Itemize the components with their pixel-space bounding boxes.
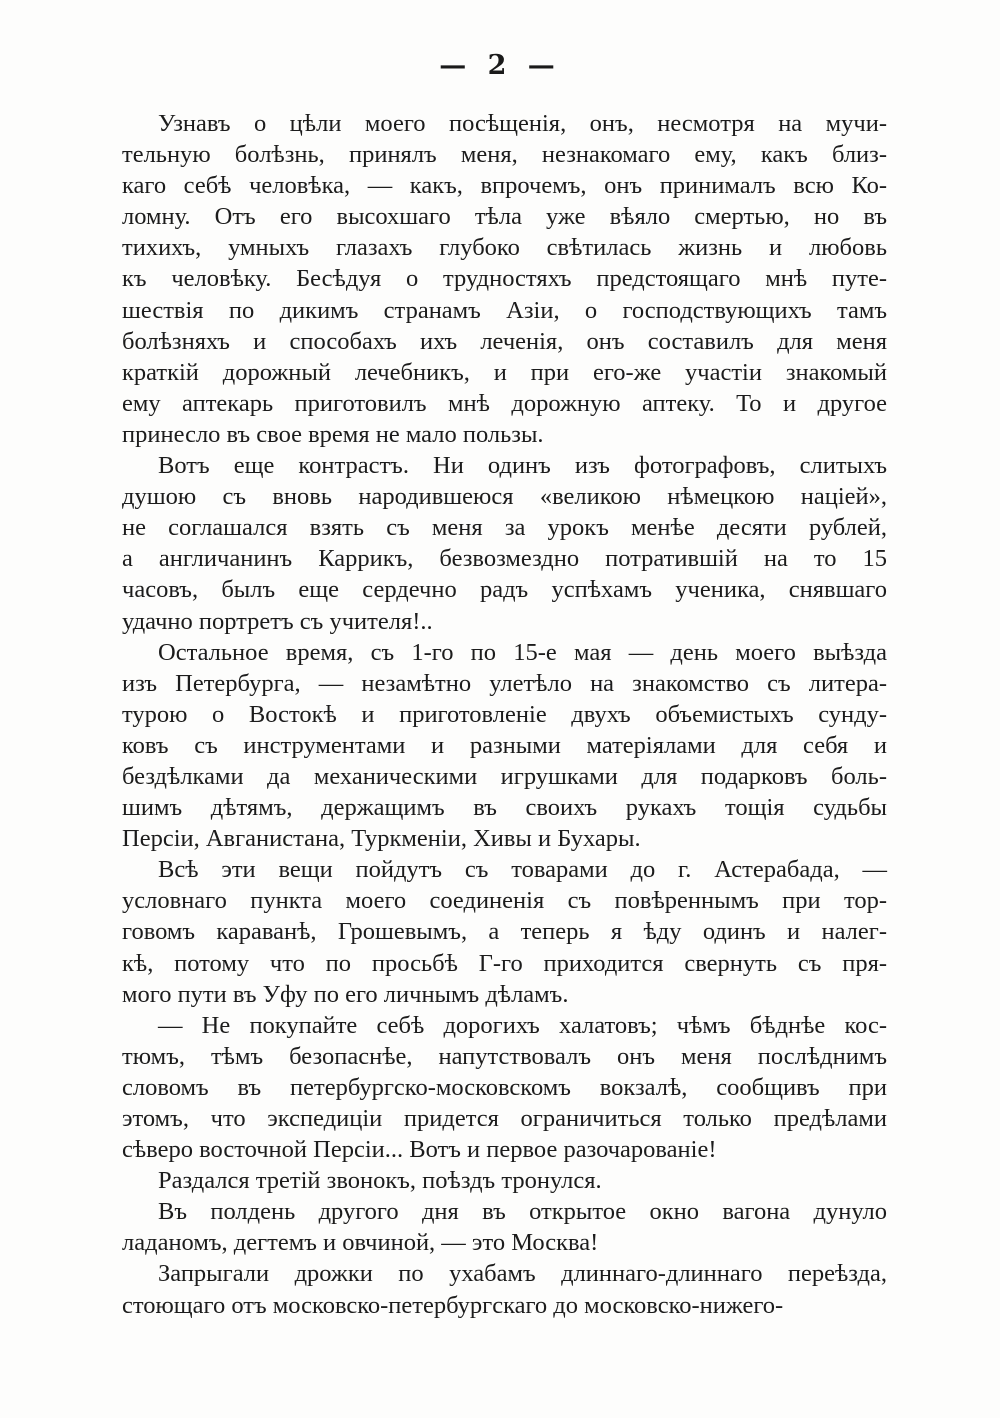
text-line: ломну. Отъ его высохшаго тѣла уже вѣяло смертью, но въ [122, 203, 887, 231]
text-line: бездѣлками да механическими игрушками для подарковъ боль- [122, 762, 887, 790]
text-line: болѣзняхъ и способахъ ихъ леченія, онъ составилъ для меня [122, 327, 887, 355]
text-line: тюмъ, тѣмъ безопаснѣе, напутствовалъ онъ меня послѣднимъ [122, 1042, 887, 1070]
paragraph [122, 1165, 887, 1196]
text-line: къ человѣку. Бесѣдуя о трудностяхъ предстоящаго мнѣ путе- [122, 265, 887, 293]
text-line: тельную болѣзнь, принялъ меня, незнакомаго ему, какъ близ- [122, 141, 887, 169]
text-line: стоющаго отъ московско-петербургскаго до московско-нижего- [122, 1291, 784, 1319]
text-line: тихихъ, умныхъ глазахъ глубоко свѣтилась жизнь и любовь [122, 234, 887, 262]
text-line: принесло въ свое время не мало пользы. [122, 420, 544, 448]
text-line: словомъ въ петербургско-московскомъ вокзалѣ, сообщивъ при [122, 1073, 887, 1101]
text-line: условнаго пункта моего соединенія съ повѣреннымъ при тор- [122, 887, 887, 915]
text-line: ему аптекарь приготовилъ мнѣ дорожную аптеку. То и другое [122, 389, 887, 417]
text-line: Всѣ эти вещи пойдутъ съ товарами до г. Астерабада, — [158, 856, 887, 884]
paragraph [122, 108, 887, 450]
text-line: этомъ, что экспедиціи придется ограничиться только предѣлами [122, 1105, 887, 1132]
text-line: — Не покупайте себѣ дорогихъ халатовъ; чѣмъ бѣднѣе кос- [158, 1011, 887, 1039]
text-line: Запрыгали дрожки по ухабамъ длиннаго-длиннаго переѣзда, [158, 1260, 887, 1288]
text-line: краткій дорожный лечебникъ, и при его-же участіи знакомый [122, 358, 887, 386]
text-line: а англичанинъ Каррикъ, безвозмездно потратившій на то 15 [122, 545, 887, 573]
text-line: изъ Петербурга, — незамѣтно улетѣло на знакомство съ литера- [122, 669, 887, 697]
text-line: шимъ дѣтямъ, держащимъ въ своихъ рукахъ тощія судьбы [122, 794, 887, 822]
text-line: мого пути въ Уфу по его личнымъ дѣламъ. [122, 980, 569, 1008]
text-line: Узнавъ о цѣли моего посѣщенія, онъ, несмотря на мучи- [158, 110, 887, 137]
text-line: удачно портретъ съ учителя!.. [122, 607, 433, 635]
paragraph [122, 1196, 887, 1258]
text-line: душою съ вновь народившеюся «великою нѣмецкою націей», [122, 483, 887, 511]
text-line: Вотъ еще контрастъ. Ни одинъ изъ фотографовъ, слитыхъ [158, 452, 887, 480]
text-line: Раздался третій звонокъ, поѣздъ тронулся. [158, 1167, 602, 1195]
page-body [122, 108, 887, 1321]
text-line: турою о Востокѣ и приготовленіе двухъ объемистыхъ сунду- [122, 700, 887, 728]
paragraph [122, 450, 887, 637]
text-line: не соглашался взять съ меня за урокъ менѣе десяти рублей, [122, 514, 887, 542]
text-line: ковъ съ инструментами и разными матеріялами для себя и [122, 731, 887, 759]
text-line: Персіи, Авганистана, Туркменіи, Хивы и Бухары. [122, 825, 641, 853]
page-number: — 2 — [439, 50, 561, 81]
text-line: кѣ, потому что по просьбѣ Г-го приходится свернуть съ пря- [122, 949, 887, 977]
text-line: сѣверо восточной Персіи... Вотъ и первое разочарованіе! [122, 1136, 717, 1164]
text-line: Въ полдень другого дня въ открытое окно вагона дунуло [158, 1198, 887, 1226]
text-line: часовъ, былъ еще сердечно радъ успѣхамъ ученика, снявшаго [122, 576, 887, 604]
text-line: говомъ караванѣ, Грошевымъ, а теперь я ѣду одинъ и налег- [122, 918, 887, 946]
text-line: шествія по дикимъ странамъ Азіи, о господствующихъ тамъ [122, 296, 887, 324]
text-line: ладаномъ, дегтемъ и овчиной, — это Москва! [122, 1229, 599, 1257]
paragraph [122, 1258, 887, 1320]
text-line: каго себѣ человѣка, — какъ, впрочемъ, онъ принималъ всю Ко- [122, 172, 887, 200]
paragraph [122, 637, 887, 855]
text-line: Остальное время, съ 1-го по 15-е мая — день моего выѣзда [158, 638, 887, 666]
paragraph [122, 854, 887, 1009]
paragraph [122, 1010, 887, 1165]
